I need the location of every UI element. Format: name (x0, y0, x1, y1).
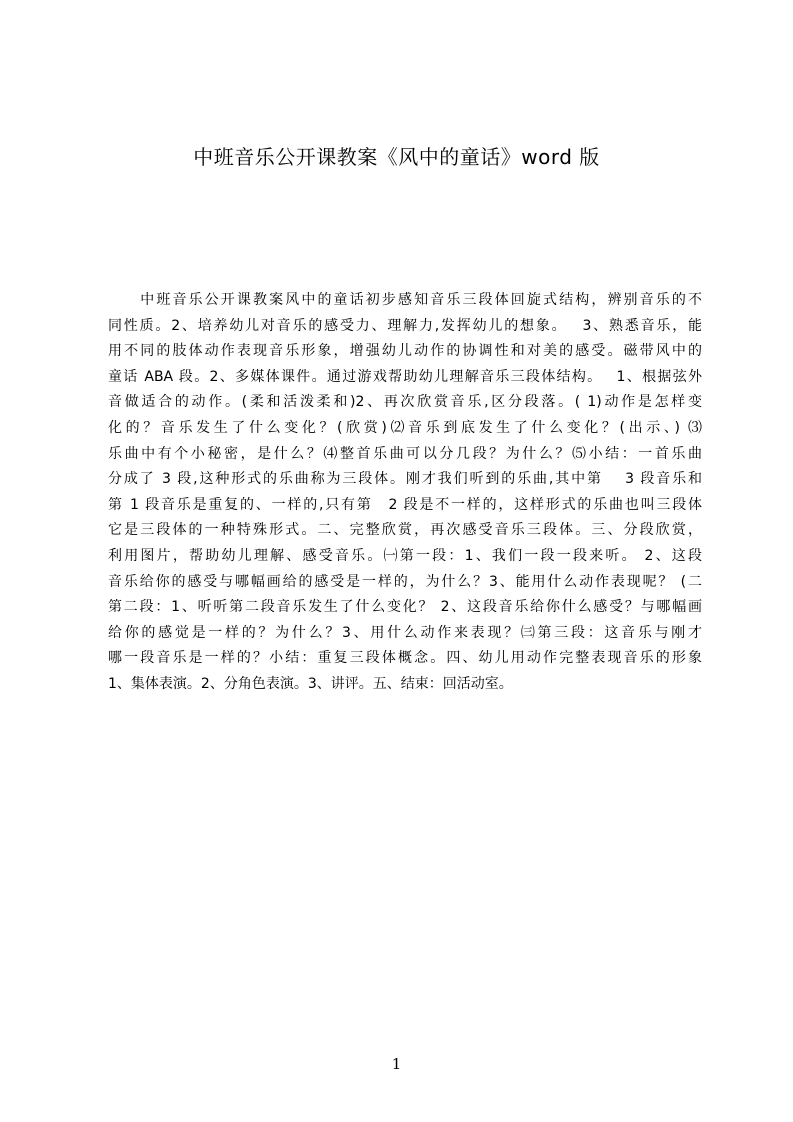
body-line: 它是三段体的一种特殊形式。二、完整欣赏，再次感受音乐三段体。三、分段欣赏， (108, 522, 702, 539)
document-title: 中班音乐公开课教案《风中的童话》word 版 (193, 145, 600, 169)
body-line: 利用图片，帮助幼儿理解、感受音乐。㈠第一段：1、我们一段一段来听。 2、这段 (108, 547, 702, 564)
body-line: 化的？音乐发生了什么变化？(欣赏)⑵音乐到底发生了什么变化？(出示、) ⑶ (108, 419, 702, 436)
body-line: 乐曲中有个小秘密，是什么？⑷整首乐曲可以分几段？为什么？⑸小结：一首乐曲 (108, 445, 702, 462)
body-line: 给你的感觉是一样的？为什么？3、用什么动作来表现？㈢第三段：这音乐与刚才 (108, 624, 702, 641)
body-line: 用不同的肢体动作表现音乐形象，增强幼儿动作的协调性和对美的感受。磁带风中的 (108, 343, 702, 360)
document-body (108, 288, 702, 698)
body-line: 同性质。2、培养幼儿对音乐的感受力、理解力,发挥幼儿的想象。 3、熟悉音乐，能 (108, 317, 702, 334)
page-number: 1 (391, 1055, 402, 1073)
body-line: 哪一段音乐是一样的？小结：重复三段体概念。四、幼儿用动作完整表现音乐的形象 (108, 650, 702, 667)
body-line: 音做适合的动作。(柔和活泼柔和)2、再次欣赏音乐,区分段落。( 1)动作是怎样变 (108, 394, 702, 411)
body-line: 中班音乐公开课教案风中的童话初步感知音乐三段体回旋式结构，辨别音乐的不 (108, 292, 702, 308)
body-line: 第 1 段音乐是重复的、一样的,只有第 2 段是不一样的，这样形式的乐曲也叫三段体 (108, 496, 702, 513)
body-line: 分成了 3 段,这种形式的乐曲称为三段体。刚才我们听到的乐曲,其中第 3 段音乐和 (108, 471, 702, 488)
body-line: 童话 ABA 段。2、多媒体课件。通过游戏帮助幼儿理解音乐三段体结构。 1、根据弦外 (108, 368, 702, 385)
body-line: 1、集体表演。2、分角色表演。3、讲评。五、结束：回活动室。 (108, 675, 513, 692)
body-line: 音乐给你的感受与哪幅画给的感受是一样的，为什么？3、能用什么动作表现呢？ (二 (108, 573, 702, 590)
body-line: 第二段：1、听听第二段音乐发生了什么变化？ 2、这段音乐给你什么感受？与哪幅画 (108, 599, 702, 616)
